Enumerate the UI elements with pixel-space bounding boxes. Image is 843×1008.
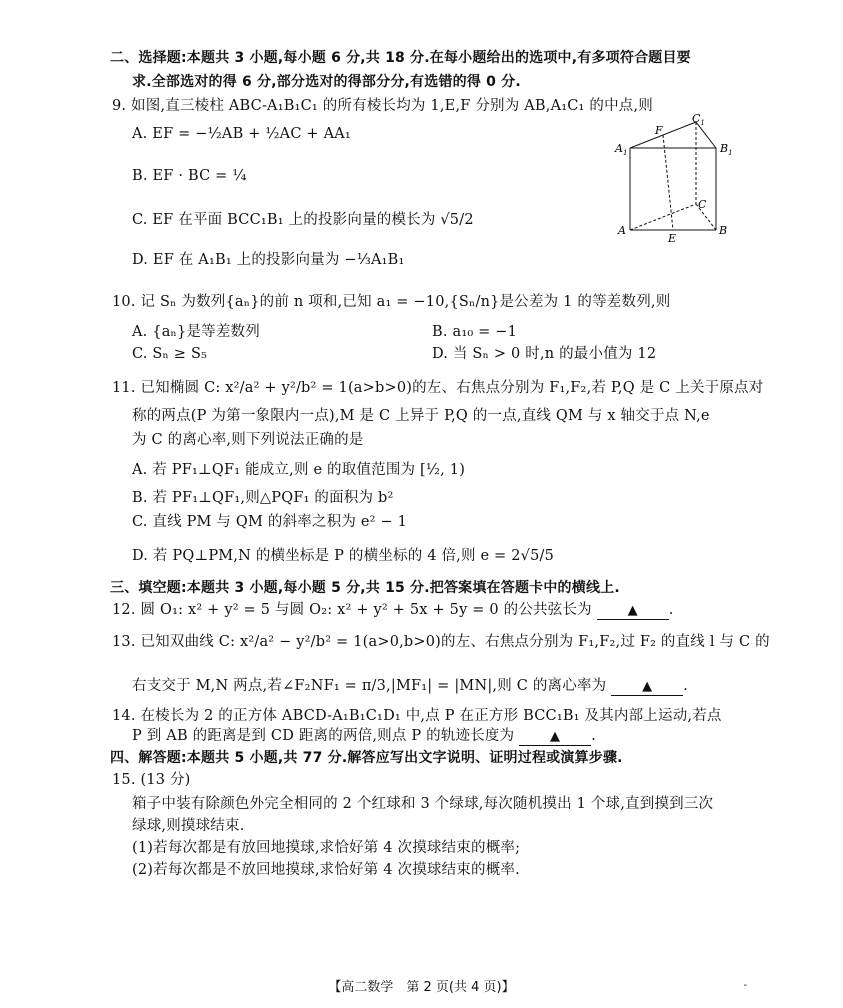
- q10-stem: 10. 记 Sₙ 为数列{aₙ}的前 n 项和,已知 a₁ = −10,{Sₙ/n}是公差为 1 的等差数列,则: [112, 294, 671, 310]
- q13-answer-blank: ▲: [611, 679, 683, 696]
- q9-option-c: C. EF 在平面 BCC₁B₁ 上的投影向量的模长为 √5/2: [132, 212, 474, 228]
- section2-header-line1: 二、选择题:本题共 3 小题,每小题 6 分,共 18 分.在每小题给出的选项中,有多项符合题目要: [110, 50, 691, 66]
- q12-end: .: [668, 602, 674, 618]
- q14-line1: 14. 在棱长为 2 的正方体 ABCD-A₁B₁C₁D₁ 中,点 P 在正方形 BCC₁B₁ 及其内部上运动,若点: [112, 708, 722, 724]
- section3-header: 三、填空题:本题共 3 小题,每小题 5 分,共 15 分.把答案填在答题卡中的横线上.: [110, 580, 620, 596]
- q15-line1: 箱子中装有除颜色外完全相同的 2 个红球和 3 个绿球,每次随机摸出 1 个球,直到摸到三次: [132, 796, 714, 812]
- label-b: B: [719, 224, 728, 237]
- q14-answer-blank: ▲: [519, 729, 591, 746]
- q11-stem-line2: 称的两点(P 为第一象限内一点),M 是 C 上异于 P,Q 的一点,直线 QM 与 x 轴交于点 N,e: [132, 408, 710, 424]
- q10-option-c: C. Sₙ ≥ S₅: [132, 346, 208, 362]
- label-c: C: [698, 198, 707, 211]
- q11-option-b: B. 若 PF₁⊥QF₁,则△PQF₁ 的面积为 b²: [132, 490, 394, 506]
- q14-end: .: [591, 728, 596, 744]
- q13-end: .: [683, 678, 688, 694]
- q15-subquestion-1: (1)若每次都是有放回地摸球,求恰好第 4 次摸球结束的概率;: [132, 840, 521, 856]
- q14-text: P 到 AB 的距离是到 CD 距离的两倍,则点 P 的轨迹长度为: [132, 728, 515, 744]
- q13-text: 右支交于 M,N 两点,若∠F₂NF₁ = π/3,|MF₁| = |MN|,则 C 的离心率为: [132, 678, 607, 694]
- page-footer: 【高二数学 第 2 页(共 4 页)】: [328, 980, 515, 995]
- q12-text: 12. 圆 O₁: x² + y² = 5 与圆 O₂: x² + y² + 5x + 5y = 0 的公共弦长为: [112, 602, 592, 618]
- q11-option-d: D. 若 PQ⊥PM,N 的横坐标是 P 的横坐标的 4 倍,则 e = 2√5/5: [132, 548, 555, 564]
- label-f: F: [655, 124, 663, 137]
- q9-stem: 9. 如图,直三棱柱 ABC-A₁B₁C₁ 的所有棱长均为 1,E,F 分别为 AB,A₁C₁ 的中点,则: [112, 98, 653, 114]
- q11-option-c: C. 直线 PM 与 QM 的斜率之积为 e² − 1: [132, 514, 408, 530]
- prism-figure: [610, 112, 740, 244]
- label-b1: $B_1$: [720, 142, 733, 157]
- q9-option-d: D. EF 在 A₁B₁ 上的投影向量为 −⅓A₁B₁: [132, 252, 405, 268]
- q11-stem-line1: 11. 已知椭圆 C: x²/a² + y²/b² = 1(a>b>0)的左、右焦点分别为 F₁,F₂,若 P,Q 是 C 上关于原点对: [112, 380, 764, 396]
- q15-subquestion-2: (2)若每次都是不放回地摸球,求恰好第 4 次摸球结束的概率.: [132, 862, 520, 878]
- section4-header: 四、解答题:本题共 5 小题,共 77 分.解答应写出文字说明、证明过程或演算步骤.: [110, 750, 623, 766]
- corner-mark: -: [743, 980, 747, 991]
- edge-ac-hidden: [630, 204, 696, 230]
- label-e: E: [668, 232, 677, 244]
- label-c1: $C_1$: [692, 112, 705, 127]
- edge-c1b1: [696, 122, 716, 148]
- q15-label: 15. (13 分): [112, 772, 191, 788]
- q11-stem-line3: 为 C 的离心率,则下列说法正确的是: [132, 432, 364, 448]
- q10-option-b: B. a₁₀ = −1: [432, 324, 518, 340]
- section2-header-line2: 求.全部选对的得 6 分,部分选对的得部分分,有选错的得 0 分.: [132, 74, 521, 90]
- q9-option-b: B. EF · BC = ¼: [132, 168, 247, 184]
- q10-option-a: A. {aₙ}是等差数列: [132, 324, 260, 340]
- q9-option-a: A. EF = −½AB + ½AC + AA₁: [132, 126, 351, 142]
- q12-answer-blank: ▲: [597, 603, 669, 620]
- label-a: A: [618, 224, 626, 237]
- q13-line1: 13. 已知双曲线 C: x²/a² − y²/b² = 1(a>0,b>0)的左、右焦点分别为 F₁,F₂,过 F₂ 的直线 l 与 C 的: [112, 634, 770, 650]
- q13-line2: [132, 676, 688, 696]
- q12-line: [112, 600, 674, 620]
- q14-line2: [132, 726, 596, 746]
- label-a1: $A_1$: [615, 142, 628, 157]
- q11-option-a: A. 若 PF₁⊥QF₁ 能成立,则 e 的取值范围为 [½, 1): [132, 462, 466, 478]
- q10-option-d: D. 当 Sₙ > 0 时,n 的最小值为 12: [432, 346, 657, 362]
- segment-ef: [663, 135, 673, 230]
- q15-line2: 绿球,则摸球结束.: [132, 818, 245, 834]
